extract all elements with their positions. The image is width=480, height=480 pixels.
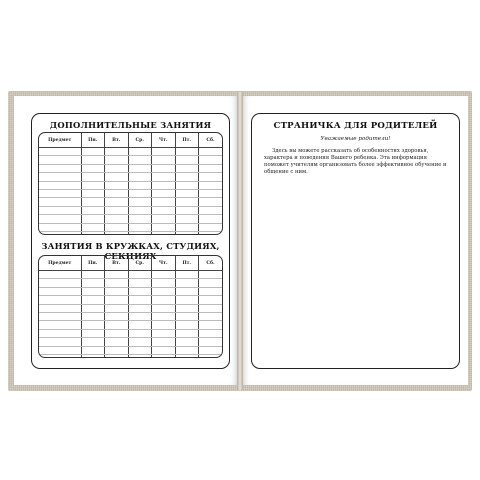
table-row [39, 321, 222, 329]
table-cell [105, 346, 129, 354]
table-cell [152, 287, 176, 295]
table-cell [39, 164, 81, 172]
table-row [39, 189, 222, 197]
table-row [39, 338, 222, 346]
table-row [39, 156, 222, 164]
table-cell [128, 173, 152, 181]
table-cell [175, 148, 199, 156]
table-cell [152, 181, 176, 189]
table-cell [175, 287, 199, 295]
table-cell [128, 198, 152, 206]
table-cell [175, 312, 199, 320]
table-cell [105, 181, 129, 189]
table-cell [39, 231, 81, 235]
table-cell [105, 338, 129, 346]
table-cell [81, 287, 105, 295]
table-row [39, 164, 222, 172]
table-cell [152, 329, 176, 337]
extra-classes-grid [39, 133, 222, 235]
table-cell [128, 346, 152, 354]
table-cell [39, 354, 81, 358]
table-cell [105, 148, 129, 156]
table-cell [199, 223, 223, 231]
table-cell [128, 321, 152, 329]
table-cell [39, 223, 81, 231]
table-cell [175, 198, 199, 206]
table-cell [199, 312, 223, 320]
table-cell [39, 189, 81, 197]
table-cell [81, 189, 105, 197]
table-cell [105, 287, 129, 295]
table-cell [175, 173, 199, 181]
table-cell [39, 329, 81, 337]
table-cell [199, 271, 223, 279]
table-cell [175, 164, 199, 172]
table-cell [81, 164, 105, 172]
col-header-wed: Ср. [128, 256, 152, 271]
left-page-frame [31, 113, 230, 369]
table-cell [152, 279, 176, 287]
table-cell [152, 164, 176, 172]
table-cell [152, 231, 176, 235]
table-cell [199, 287, 223, 295]
table-row [39, 223, 222, 231]
table-cell [199, 296, 223, 304]
table-cell [39, 215, 81, 223]
table-cell [152, 296, 176, 304]
table-cell [152, 321, 176, 329]
parents-intro-text: Здесь вы можете рассказать об особенностях здоровья, характера и поведения Вашего ребенка. Эта информация поможет учителям организовать более эффективное обучение и общение с ним. [264, 148, 447, 175]
table-row [39, 304, 222, 312]
table-cell [81, 148, 105, 156]
table-row [39, 215, 222, 223]
table-cell [152, 198, 176, 206]
section-title-clubs: ЗАНЯТИЯ В КРУЖКАХ, СТУДИЯХ, СЕКЦИЯХ [41, 241, 220, 261]
table-row [39, 346, 222, 354]
col-header-subject: Предмет [39, 256, 81, 271]
table-cell [175, 231, 199, 235]
table-cell [81, 271, 105, 279]
section-title-extra-classes: ДОПОЛНИТЕЛЬНЫЕ ЗАНЯТИЯ [49, 120, 212, 130]
right-page-frame [251, 113, 460, 369]
table-cell [199, 206, 223, 214]
table-cell [105, 206, 129, 214]
table-row [39, 173, 222, 181]
table-cell [175, 338, 199, 346]
table-row [39, 198, 222, 206]
table-cell [175, 304, 199, 312]
table-cell [128, 354, 152, 358]
table-cell [105, 296, 129, 304]
table-cell [175, 206, 199, 214]
table-cell [128, 279, 152, 287]
clubs-grid [39, 256, 222, 358]
table-cell [152, 189, 176, 197]
table-cell [39, 296, 81, 304]
table-cell [39, 181, 81, 189]
table-cell [199, 304, 223, 312]
table-cell [152, 215, 176, 223]
table-row [39, 279, 222, 287]
table-cell [81, 156, 105, 164]
table-cell [152, 354, 176, 358]
table-cell [105, 198, 129, 206]
table-cell [175, 329, 199, 337]
table-cell [152, 346, 176, 354]
table-cell [81, 312, 105, 320]
col-header-wed: Ср. [128, 133, 152, 148]
table-cell [199, 338, 223, 346]
table-cell [39, 198, 81, 206]
table-cell [81, 279, 105, 287]
table-cell [81, 173, 105, 181]
col-header-mon: Пн. [81, 133, 105, 148]
table-cell [175, 156, 199, 164]
table-cell [39, 279, 81, 287]
table-cell [81, 354, 105, 358]
col-header-thu: Чт. [152, 133, 176, 148]
table-row [39, 271, 222, 279]
table-cell [199, 156, 223, 164]
table-cell [175, 321, 199, 329]
extra-classes-table [38, 132, 223, 235]
table-cell [81, 223, 105, 231]
table-cell [39, 312, 81, 320]
table-row [39, 231, 222, 235]
table-cell [128, 223, 152, 231]
table-cell [175, 296, 199, 304]
table-cell [81, 296, 105, 304]
table-cell [128, 215, 152, 223]
table-cell [128, 296, 152, 304]
table-cell [105, 304, 129, 312]
table-cell [128, 148, 152, 156]
table-cell [105, 156, 129, 164]
table-cell [105, 215, 129, 223]
table-cell [175, 223, 199, 231]
table-cell [128, 206, 152, 214]
table-cell [39, 346, 81, 354]
table-cell [152, 271, 176, 279]
table-cell [199, 329, 223, 337]
table-row [39, 354, 222, 358]
table-cell [152, 223, 176, 231]
table-header-row [39, 133, 222, 148]
table-cell [152, 206, 176, 214]
table-row [39, 329, 222, 337]
table-row [39, 287, 222, 295]
table-cell [128, 181, 152, 189]
table-cell [175, 279, 199, 287]
table-cell [128, 164, 152, 172]
table-cell [152, 304, 176, 312]
table-cell [81, 321, 105, 329]
table-header-row [39, 256, 222, 271]
table-cell [105, 189, 129, 197]
table-cell [81, 231, 105, 235]
book-spine [237, 92, 243, 390]
col-header-sat: Сб. [199, 133, 223, 148]
table-cell [81, 215, 105, 223]
table-cell [152, 148, 176, 156]
table-row [39, 148, 222, 156]
table-cell [199, 354, 223, 358]
table-cell [81, 181, 105, 189]
table-cell [128, 338, 152, 346]
table-cell [105, 271, 129, 279]
table-cell [199, 173, 223, 181]
table-cell [128, 312, 152, 320]
table-cell [152, 312, 176, 320]
table-cell [39, 287, 81, 295]
table-cell [128, 271, 152, 279]
table-cell [128, 287, 152, 295]
table-cell [81, 206, 105, 214]
table-cell [128, 156, 152, 164]
col-header-thu: Чт. [152, 256, 176, 271]
table-cell [128, 189, 152, 197]
table-row [39, 312, 222, 320]
col-header-fri: Пт. [175, 133, 199, 148]
col-header-subject: Предмет [39, 133, 81, 148]
table-cell [81, 304, 105, 312]
table-cell [128, 231, 152, 235]
table-cell [105, 354, 129, 358]
table-cell [105, 173, 129, 181]
table-cell [199, 189, 223, 197]
table-cell [128, 304, 152, 312]
table-cell [175, 181, 199, 189]
table-cell [39, 338, 81, 346]
table-row [39, 206, 222, 214]
table-cell [39, 148, 81, 156]
table-cell [199, 279, 223, 287]
table-cell [105, 312, 129, 320]
table-cell [105, 231, 129, 235]
col-header-tue: Вт. [105, 256, 129, 271]
table-cell [175, 215, 199, 223]
table-cell [39, 173, 81, 181]
table-cell [199, 148, 223, 156]
table-cell [175, 271, 199, 279]
table-cell [81, 338, 105, 346]
parents-greeting: Уважаемые родители! [320, 136, 391, 142]
table-cell [199, 164, 223, 172]
table-cell [105, 321, 129, 329]
table-cell [105, 164, 129, 172]
clubs-table [38, 255, 223, 358]
table-cell [199, 321, 223, 329]
table-cell [39, 271, 81, 279]
table-cell [105, 329, 129, 337]
col-header-fri: Пт. [175, 256, 199, 271]
table-row [39, 181, 222, 189]
table-row [39, 296, 222, 304]
col-header-sat: Сб. [199, 256, 223, 271]
table-cell [199, 346, 223, 354]
table-cell [81, 198, 105, 206]
table-cell [39, 304, 81, 312]
table-cell [128, 329, 152, 337]
table-cell [175, 189, 199, 197]
table-cell [105, 223, 129, 231]
col-header-mon: Пн. [81, 256, 105, 271]
table-cell [199, 231, 223, 235]
table-cell [199, 181, 223, 189]
table-cell [39, 206, 81, 214]
table-cell [81, 329, 105, 337]
table-cell [152, 156, 176, 164]
table-cell [175, 346, 199, 354]
parents-page-title: СТРАНИЧКА ДЛЯ РОДИТЕЛЕЙ [273, 121, 438, 131]
table-cell [199, 198, 223, 206]
table-cell [39, 321, 81, 329]
table-cell [152, 173, 176, 181]
col-header-tue: Вт. [105, 133, 129, 148]
table-cell [39, 156, 81, 164]
table-cell [199, 215, 223, 223]
table-cell [152, 338, 176, 346]
table-cell [81, 346, 105, 354]
table-cell [105, 279, 129, 287]
table-cell [175, 354, 199, 358]
